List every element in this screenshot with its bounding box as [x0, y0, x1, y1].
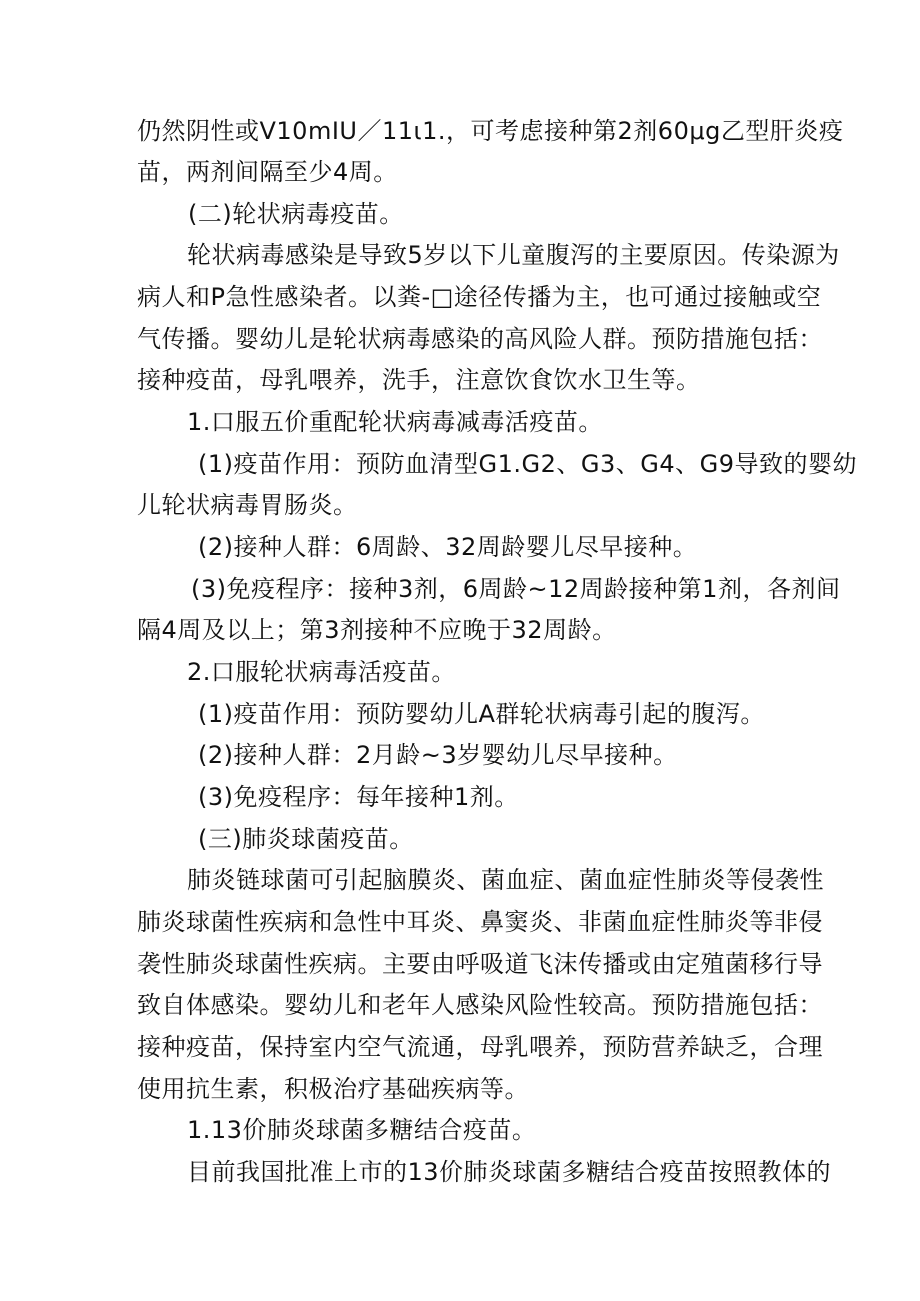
text-line: (1)疫苗作用：预防婴幼儿A群轮状病毒引起的腹泻。 — [198, 700, 765, 728]
text-line: (3)免疫程序：每年接种1剂。 — [198, 783, 519, 811]
text-line: (2)接种人群：6周龄、32周龄婴儿尽早接种。 — [198, 533, 698, 561]
text-line: 目前我国批准上市的13价肺炎球菌多糖结合疫苗按照教体的 — [187, 1158, 832, 1186]
section-heading: (三)肺炎球菌疫苗。 — [198, 825, 414, 853]
text-line: 轮状病毒感染是导致5岁以下儿童腹泻的主要原因。传染源为 — [187, 241, 840, 269]
text-line: 仍然阴性或V10mIU／11ι1.，可考虑接种第2剂60μg乙型肝炎疫 — [137, 117, 844, 145]
text-line: 使用抗生素，积极治疗基础疾病等。 — [137, 1075, 529, 1103]
text-line: 儿轮状病毒胃肠炎。 — [137, 491, 358, 519]
text-line: 隔4周及以上；第3剂接种不应晚于32周龄。 — [137, 616, 617, 644]
subsection-heading: 1.13价肺炎球菌多糖结合疫苗。 — [187, 1116, 537, 1144]
text-line: 接种疫苗，保持室内空气流通，母乳喂养，预防营养缺乏，合理 — [137, 1033, 823, 1061]
text-line: (1)疫苗作用：预防血清型G1.G2、G3、G4、G9导致的婴幼 — [198, 450, 857, 478]
text-line: (3)免疫程序：接种3剂，6周龄~12周龄接种第1剂，各剂间 — [191, 575, 841, 603]
section-heading: (二)轮状病毒疫苗。 — [188, 200, 404, 228]
text-line: (2)接种人群：2月龄~3岁婴幼儿尽早接种。 — [198, 741, 678, 769]
text-line: 肺炎链球菌可引起脑膜炎、菌血症、菌血症性肺炎等侵袭性 — [187, 866, 824, 894]
subsection-heading: 1.口服五价重配轮状病毒减毒活疫苗。 — [187, 408, 603, 436]
text-line: 致自体感染。婴幼儿和老年人感染风险性较高。预防措施包括： — [137, 991, 823, 1019]
text-line: 袭性肺炎球菌性疾病。主要由呼吸道飞沫传播或由定殖菌移行导 — [137, 950, 823, 978]
text-line: 肺炎球菌性疾病和急性中耳炎、鼻窦炎、非菌血症性肺炎等非侵 — [137, 908, 823, 936]
subsection-heading: 2.口服轮状病毒活疫苗。 — [187, 658, 456, 686]
text-line: 气传播。婴幼儿是轮状病毒感染的高风险人群。预防措施包括： — [137, 325, 823, 353]
text-line: 接种疫苗，母乳喂养，洗手，注意饮食饮水卫生等。 — [137, 366, 701, 394]
text-line: 苗，两剂间隔至少4周。 — [137, 158, 398, 186]
text-line: 病人和P急性感染者。以粪-□途径传播为主，也可通过接触或空 — [137, 283, 822, 311]
